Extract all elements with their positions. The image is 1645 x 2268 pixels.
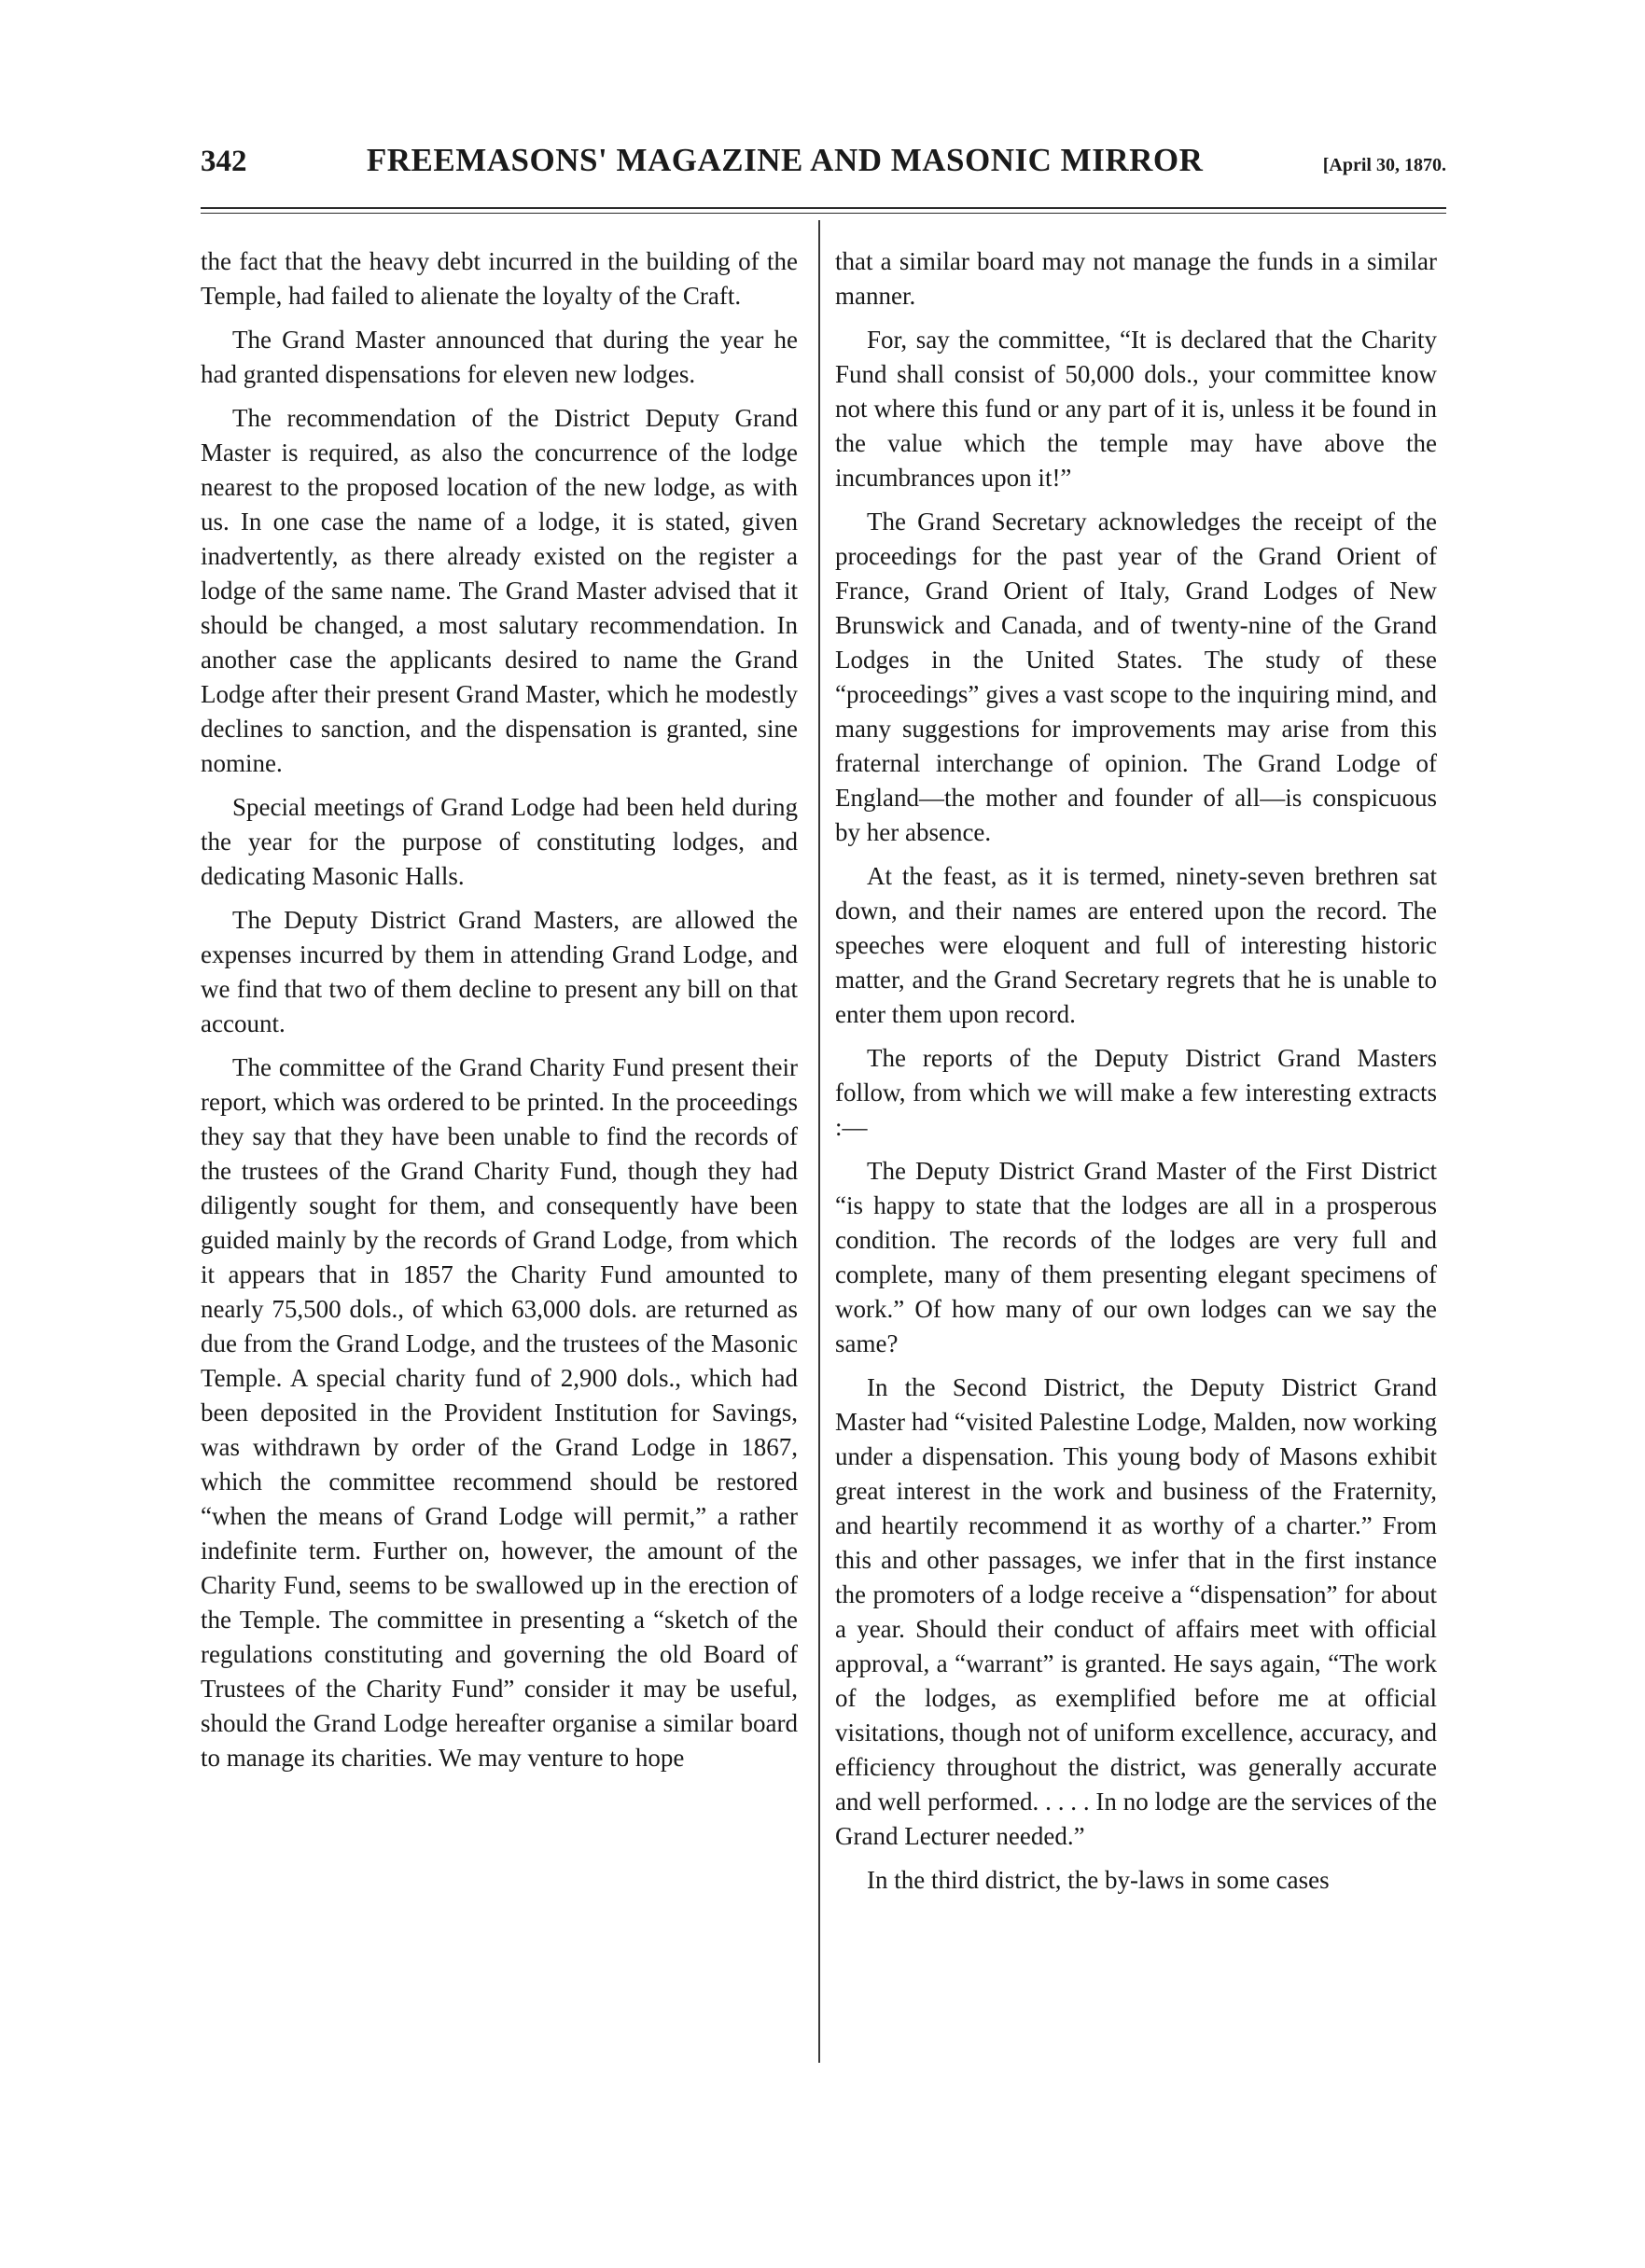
paragraph: In the Second District, the Deputy District Grand Master had “visited Palestine Lodge, Malden, now working under a dispensation. This young body of Masons exhibit great interest in the work and business of the Fraternity, and heartily recommend it as worthy of a charter.” From this and other passages, we infer that in the first instance the promoters of a lodge receive a “dispensation” for about a year. Should their conduct of affairs meet with official approval, a “warrant” is granted. He says again, “The work of the lodges, as exemplified before me at official visitations, though not of uniform excellence, accuracy, and efficiency throughout the district, was generally accurate and well performed. . . . . In no lodge are the services of the Grand Lecturer needed.” [835,1373,1437,1850]
paragraph: the fact that the heavy debt incurred in the building of the Temple, had failed to alienate the loyalty of the Craft. [201,247,798,310]
column-divider [818,220,820,2063]
page-number: 342 [201,145,247,178]
paragraph: The Deputy District Grand Masters, are allowed the expenses incurred by them in attending Grand Lodge, and we find that two of them decline to present any bill on that account. [201,906,798,1037]
paragraph: that a similar board may not manage the funds in a similar manner. [835,247,1437,310]
running-title: FREEMASONS' MAGAZINE AND MASONIC MIRROR [366,142,1204,178]
header-rule-thin [201,213,1446,214]
page-header [201,142,1446,188]
paragraph: The reports of the Deputy District Grand Masters follow, from which we will make a few interesting extracts :— [835,1044,1437,1141]
right-column [835,244,1437,1907]
paragraph: The Grand Secretary acknowledges the receipt of the proceedings for the past year of the Grand Orient of France, Grand Orient of Italy, Grand Lodges of New Brunswick and Canada, and of twenty-nine of the Grand Lodges in the United States. The study of these “proceedings” gives a vast scope to the inquiring mind, and many suggestions for improvements may arise from this fraternal interchange of opinion. The Grand Lodge of England—the mother and founder of all—is conspicuous by her absence. [835,508,1437,846]
issue-date: [April 30, 1870. [1322,155,1446,175]
paragraph: The Deputy District Grand Master of the First District “is happy to state that the lodges are all in a prosperous condition. The records of the lodges are very full and complete, many of them presenting elegant specimens of work.” Of how many of our own lodges can we say the same? [835,1157,1437,1357]
paragraph: In the third district, the by-laws in some cases [867,1866,1330,1894]
paragraph: At the feast, as it is termed, ninety-seven brethren sat down, and their names are entered upon the record. The speeches were eloquent and full of interesting historic matter, and the Grand Secretary regrets that he is unable to enter them upon record. [835,862,1437,1028]
left-column [201,244,798,1785]
paragraph: Special meetings of Grand Lodge had been held during the year for the purpose of constituting lodges, and dedicating Masonic Halls. [201,793,798,890]
paragraph: The committee of the Grand Charity Fund present their report, which was ordered to be printed. In the proceedings they say that they have been unable to find the records of the trustees of the Grand Charity Fund, though they had diligently sought for them, and consequently have been guided mainly by the records of Grand Lodge, from which it appears that in 1857 the Charity Fund amounted to nearly 75,500 dols., of which 63,000 dols. are returned as due from the Grand Lodge, and the trustees of the Masonic Temple. A special charity fund of 2,900 dols., which had been deposited in the Provident Institution for Savings, was withdrawn by order of the Grand Lodge in 1867, which the committee recommend should be restored “when the means of Grand Lodge will permit,” a rather indefinite term. Further on, however, the amount of the Charity Fund, seems to be swallowed up in the erection of the Temple. The committee in presenting a “sketch of the regulations constituting and governing the old Board of Trustees of the Charity Fund” consider it may be useful, should the Grand Lodge hereafter organise a similar board to manage its charities. We may venture to hope [201,1053,798,1772]
header-rule [201,207,1446,209]
paragraph: The recommendation of the District Deputy Grand Master is required, as also the concurrence of the lodge nearest to the proposed location of the new lodge, as with us. In one case the name of a lodge, it is stated, given inadvertently, as there already existed on the register a lodge of the same name. The Grand Master advised that it should be changed, a most salutary recommendation. In another case the applicants desired to name the Grand Lodge after their present Grand Master, which he modestly declines to sanction, and the dispensation is granted, sine nomine. [201,404,798,777]
paragraph: For, say the committee, “It is declared that the Charity Fund shall consist of 50,000 dols., your committee know not where this fund or any part of it is, unless it be found in the value which the temple may have above the incumbrances upon it!” [835,326,1437,492]
paragraph: The Grand Master announced that during the year he had granted dispensations for eleven new lodges. [201,326,798,388]
